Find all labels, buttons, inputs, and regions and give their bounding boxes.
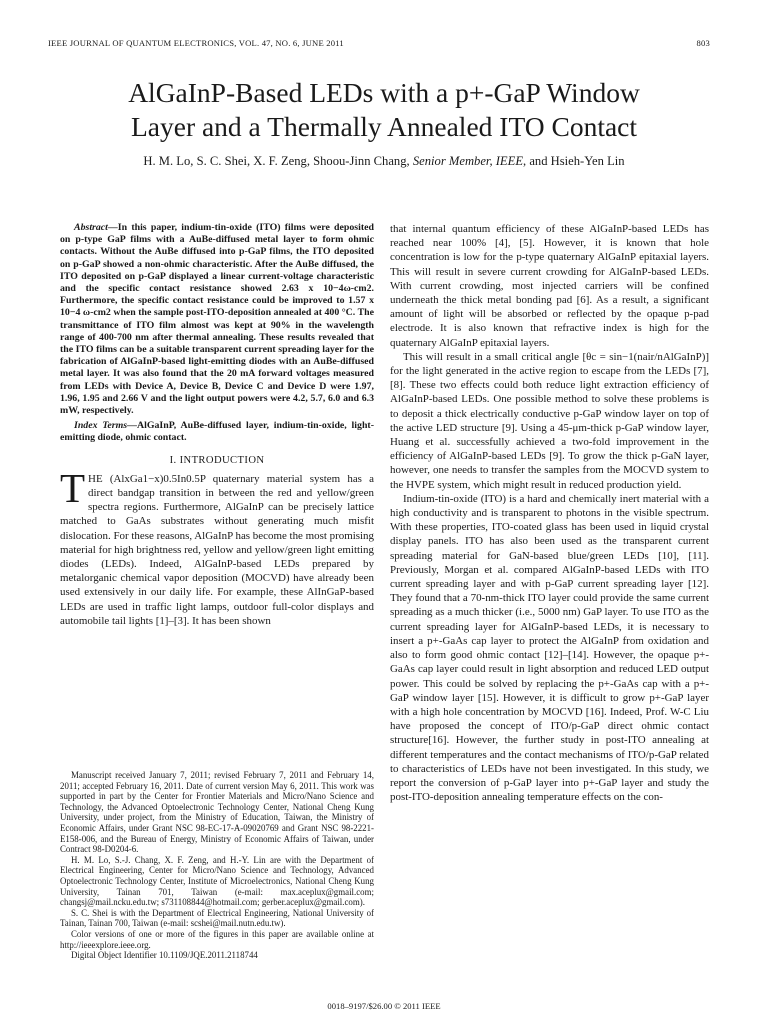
footnotes xyxy=(60,770,374,961)
left-column xyxy=(60,222,374,628)
abstract xyxy=(60,222,374,417)
author-list xyxy=(40,154,728,169)
author-role: Senior Member, IEEE xyxy=(412,154,524,168)
author-last: , and Hsieh-Yen Lin xyxy=(523,154,625,168)
copyright-footer: 0018–9197/$26.00 © 2011 IEEE xyxy=(327,1001,441,1011)
section-heading-introduction: I. INTRODUCTION xyxy=(169,454,265,466)
intro-paragraph xyxy=(60,464,374,628)
footnote-author-nutn: S. C. Shei is with the Department of Electrical Engineering, National University of Tainan, Tainan 700, Taiwan (e-mail: scshei@mail.nutn.edu.tw). xyxy=(60,907,374,929)
author-names: H. M. Lo, S. C. Shei, X. F. Zeng, Shoou-Jinn Chang, xyxy=(143,154,410,168)
footnote-color-versions: Color versions of one or more of the figures in this paper are available online at http://ieeexplore.ieee.org. xyxy=(60,928,374,950)
page-number: 803 xyxy=(696,38,710,48)
index-terms-text: AlGaInP, AuBe-diffused layer, indium-tin-oxide, light-emitting diode, ohmic contact. xyxy=(60,420,374,444)
right-paragraph-3: Indium-tin-oxide (ITO) is a hard and chemically inert material with a high conductivity and is transparent to photons in the visible spectrum. With these properties, ITO-coated glass has been used in liquid crystal display panels. ITO has also been used as the transparent current spreading material for GaN-based blue/green LEDs [10], [11]. Previously, Morgan et al. compared AlGaInP-based LEDs with ITO current spreading layer and with p-GaP current spreading layer [12]. They found that a 70-nm-thick ITO layer could provide the same current spreading as a much thicker (i.e., 5000 nm) GaP layer. To use ITO as the current spreading layer for AlGaInP-based LEDs, it is necessary to insert a p+-GaAs cap layer to protect the AlGaInP from oxidation and also to form good ohmic contact [12]–[14]. However, the opaque p+-GaAs cap layer could result in light absorption and reduced LED output power. This could be solved by replacing the p+-GaAs cap with a p+-GaP window layer [15]. However, it is difficult to grow p+-GaP layer with a high hole concentration by MOCVD [16]. Indeed, Prof. W-C Liu have proposed the concept of ITO/p-GaP direct ohmic contact structure[16]. However, the further study in post-ITO annealing at different temperatures and the contact mechanisms of ITO/p-GaP related to characteristics of LEDs have not been investigated. In this study, we report the conversion of p-GaP layer into p+-GaP layer and study the post-ITO-deposition annealing temperature effects on the con- xyxy=(390,492,709,804)
abstract-label: Abstract— xyxy=(74,222,118,233)
title-line-2: Layer and a Thermally Annealed ITO Contact xyxy=(130,111,638,142)
journal-name: IEEE JOURNAL OF QUANTUM ELECTRONICS, VOL. 47, NO. 6, JUNE 2011 xyxy=(48,38,344,48)
right-column xyxy=(390,222,709,804)
drop-cap: T xyxy=(60,464,86,511)
paper-title xyxy=(40,76,728,144)
right-paragraph-2: This will result in a small critical angle [θc = sin−1(nair/nAlGaInP)] for the light generated in the active region to escape from the LEDs [7], [8]. These two effects could both reduce light extraction efficiency of AlGaInP-based LEDs. One possible method to solve these problems is to deposit a thick electrically conductive p-GaP window layer on top of the active LED structure [9]. Using a 45-μm-thick p-GaP window layer, Huang et al. successfully achieved a two-fold improvement in the efficiency of AlGaInP-based LEDs [9]. To grow the thick p-GaN layer, however, one needs to transfer the samples from the MOCVD system to the HVPE system, which might result in reduced production yield. xyxy=(390,350,709,491)
footnote-manuscript: Manuscript received January 7, 2011; revised February 7, 2011 and February 14, 2011; accepted February 16, 2011. Date of current version May 6, 2011. This work was supported in part by the Center for Frontier Materials and Micro/Nano Science and Technology, the Advanced Optoelectronic Technology Center, National Cheng Kung University, under project, from the Ministry of Education, Taiwan, the Ministry of Economic Affairs, under Grant NSC 98-EC-17-A-09020769 and Grant NSC 98-2221-E158-006, and the Bureau of Energy, Ministry of Economic Affairs of Taiwan, under Contract 98-D0204-6. xyxy=(60,770,374,855)
index-terms-label: Index Terms— xyxy=(74,420,137,432)
title-line-1: AlGaInP-Based LEDs with a p+-GaP Window xyxy=(128,77,640,108)
index-terms xyxy=(60,420,374,444)
footnote-doi: Digital Object Identifier 10.1109/JQE.2011.2118744 xyxy=(71,950,258,961)
abstract-text: In this paper, indium-tin-oxide (ITO) films were deposited on p-type GaP films with a AuBe-diffused metal layer to form ohmic contacts. Without the AuBe diffused into p-GaP films, the ITO deposited on p-GaP showed a non-ohmic characteristic. After the AuBe diffused, the ITO deposited on p-GaP displayed a linear current-voltage characteristic and the specific contact resistance showed 2.63 x 10−4ω-cm2. Furthermore, the specific contact resistance could be improved to 1.57 x 10−4 ω-cm2 when the sample post-ITO-deposition annealed at 400 °C. The transmittance of ITO film almost was kept at 90% in the wavelength range of 400-700 nm after thermal annealing. These results revealed that the ITO films can be a suitable transparent current spreading layer for the fabrication of AlGaInP-based light-emitting diodes with an AuBe-diffused metal layer. It was also found that the 20 mA forward voltages measured from LEDs with Device A, Device B, Device C and Device D were 1.97, 1.96, 1.95 and 2.66 V and the light output powers were 4.2, 5.7, 6.0 and 6.3 mW, respectively. xyxy=(60,222,374,417)
footnote-authors-ncku: H. M. Lo, S.-J. Chang, X. F. Zeng, and H.-Y. Lin are with the Department of Electrical Engineering, Center for Micro/Nano Science and Technology, Advanced Optoelectronic Technology Center, Institute of Microelectronics, National Cheng Kung University, Tainan 701, Taiwan (e-mail: max.aceplux@gmail.com; changsj@mail.ncku.edu.tw; s731108844@hotmail.com; gerber.aceplux@gmail.com). xyxy=(60,854,374,908)
right-paragraph-1: that internal quantum efficiency of these AlGaInP-based LEDs has reached near 100% [4], [5]. However, it is known that hole concentration is low for the p-type quaternary AlGaInP epitaxial layers. This will result in severe current crowding for AlGaInP-based LEDs. With current crowding, most injected carriers will be confined underneath the thick metal bonding pad [6]. As a result, a significant amount of light will be absorbed or reflected by the opaque p-pad electrode. It is also known that refractive index is high for the quaternary AlGaInP epitaxial layers. xyxy=(390,223,709,349)
intro-text: HE (AlxGa1−x)0.5In0.5P quaternary material system has a direct bandgap transition in between the red and yellow/green spectra regions. Furthermore, AlGaInP can be precisely lattice matched to GaAs substrates without generating much misfit dislocation. For these reasons, AlGaInP has become the most promising material for high brightness red, yellow and yellow/green light emitting diodes (LEDs). Indeed, AlGaInP-based LEDs prepared by metalorganic chemical vapor deposition (MOCVD) have already been used extensively in our daily life. For example, these AlInGaP-based LEDs are used in traffic light lamps, outdoor full-color displays and automobile tail lights [1]–[3]. It has been shown xyxy=(60,472,374,627)
